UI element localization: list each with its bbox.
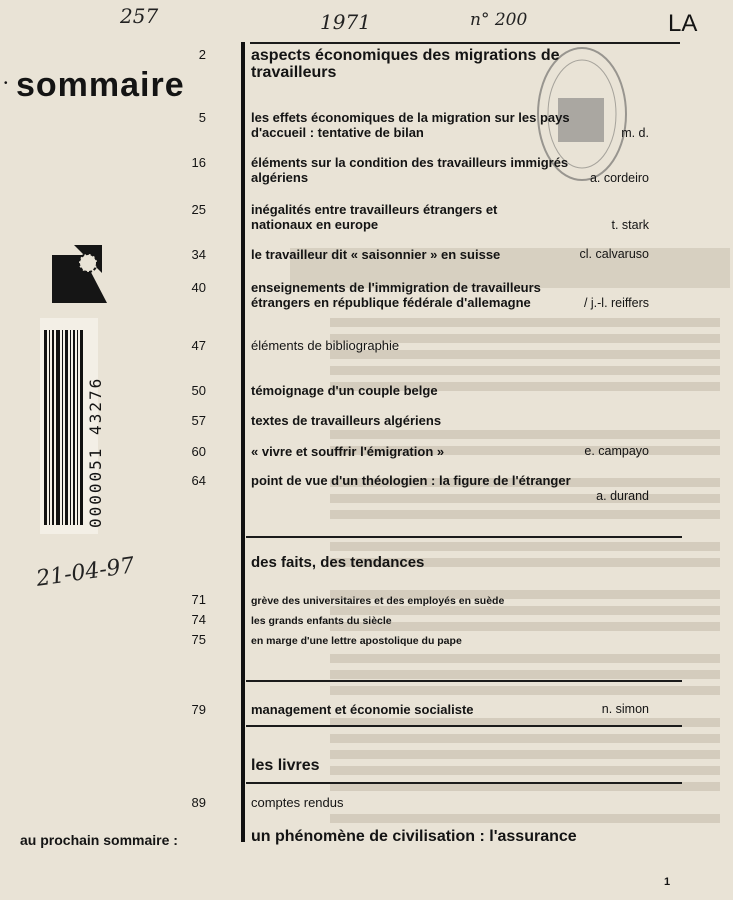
prochain-text: un phénomène de civilisation : l'assurance: [251, 828, 577, 845]
page-number: 79: [191, 702, 206, 717]
bullet-icon: •: [4, 78, 8, 89]
page-number: 89: [191, 795, 206, 810]
handwritten-number: 257: [120, 4, 159, 28]
page-number-2: 2: [198, 47, 206, 62]
author: e. campayo: [584, 444, 649, 458]
handwritten-corner: LA: [668, 10, 698, 37]
author: cl. calvaruso: [579, 247, 649, 261]
page-number-footer: 1: [664, 876, 671, 888]
page-number: 71: [191, 592, 206, 607]
page-number: 47: [191, 338, 206, 353]
vertical-rule: [241, 42, 245, 842]
page-number: 5: [198, 110, 206, 125]
livres-heading[interactable]: les livres: [251, 757, 320, 774]
page-number: 40: [191, 280, 206, 295]
barcode-number: 0000051 43276: [86, 376, 105, 528]
handwritten-year: 1971: [320, 10, 371, 34]
page-number: 34: [191, 247, 206, 262]
author: / j.-l. reiffers: [583, 296, 649, 310]
page-title: sommaire: [16, 66, 185, 104]
page-number: 25: [191, 202, 206, 217]
toc-entry[interactable]: les grands enfants du siècle: [251, 615, 392, 627]
section-rule: [246, 680, 682, 682]
toc-entry[interactable]: management et économie socialiste: [251, 702, 474, 717]
handwritten-issue: n° 200: [470, 10, 528, 30]
page-number: 50: [191, 383, 206, 398]
section-rule: [246, 536, 682, 538]
toc-entry[interactable]: le travailleur dit « saisonnier » en suisse: [251, 247, 501, 262]
page-number: 16: [191, 155, 206, 170]
toc-entry[interactable]: inégalités entre travailleurs étrangers et nationaux en europe: [251, 202, 498, 232]
page-number: 74: [191, 612, 206, 627]
faits-heading[interactable]: des faits, des tendances: [251, 554, 425, 571]
publisher-logo: [52, 245, 107, 303]
toc-entry[interactable]: éléments sur la condition des travailleurs immigrés algériens: [251, 155, 569, 185]
author: m. d.: [621, 126, 649, 140]
section-heading[interactable]: aspects économiques des migrations de travailleurs: [251, 47, 560, 81]
toc-entry[interactable]: comptes rendus: [251, 795, 344, 810]
toc-entry[interactable]: éléments de bibliographie: [251, 338, 400, 353]
toc-entry[interactable]: en marge d'une lettre apostolique du pape: [251, 635, 462, 647]
section-rule: [246, 782, 682, 784]
page-number: 75: [191, 632, 206, 647]
handwritten-date: 21-04-97: [34, 553, 137, 592]
author: n. simon: [601, 702, 649, 716]
toc-entry[interactable]: grève des universitaires et des employés en suède: [251, 595, 505, 607]
page-number: 60: [191, 444, 206, 459]
prochain-label: au prochain sommaire :: [20, 832, 178, 848]
toc-entry[interactable]: les effets économiques de la migration sur les pays d'accueil : tentative de bilan: [251, 110, 570, 140]
author: a. durand: [596, 489, 649, 503]
toc-entry[interactable]: enseignements de l'immigration de travailleurs étrangers en république fédérale d'allemagne: [251, 280, 541, 310]
toc-entry[interactable]: point de vue d'un théologien : la figure de l'étranger: [251, 473, 571, 488]
page-number: 64: [191, 473, 206, 488]
author: a. cordeiro: [589, 171, 649, 185]
toc-entry[interactable]: textes de travailleurs algériens: [251, 413, 442, 428]
author: t. stark: [611, 218, 649, 232]
section-rule: [246, 725, 682, 727]
page-number: 57: [191, 413, 206, 428]
toc-entry[interactable]: « vivre et souffrir l'émigration »: [251, 444, 445, 459]
toc-entry[interactable]: témoignage d'un couple belge: [251, 383, 438, 398]
